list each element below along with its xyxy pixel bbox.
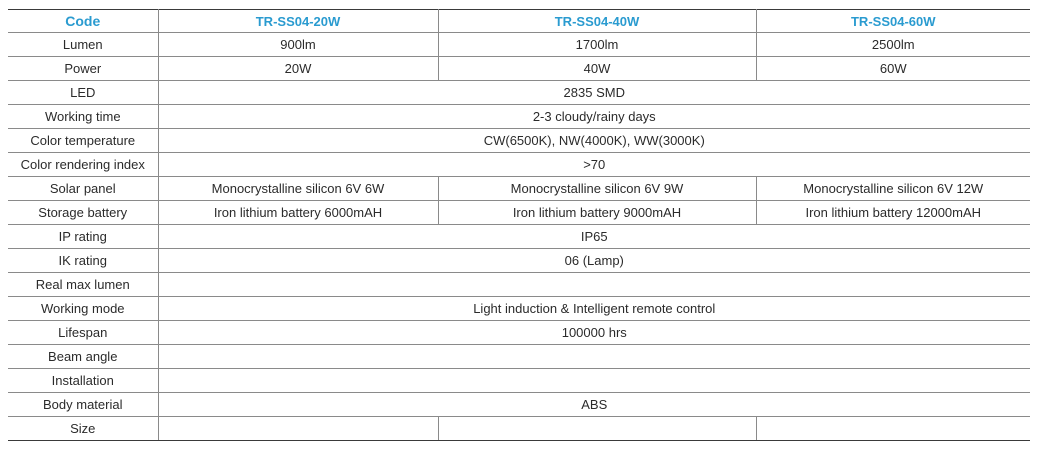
row-label: Color rendering index [8,153,158,177]
ip-rating-value: IP65 [158,225,1030,249]
model-header-40w: TR-SS04-40W [438,10,756,33]
lifespan-value: 100000 hrs [158,321,1030,345]
lumen-20w: 900lm [158,33,438,57]
power-40w: 40W [438,57,756,81]
row-label: LED [8,81,158,105]
table-row [8,393,1030,417]
code-header: Code [8,10,158,33]
table-row [8,345,1030,369]
row-label: Solar panel [8,177,158,201]
row-label: Body material [8,393,158,417]
table-row [8,417,1030,441]
table-row [8,105,1030,129]
solar-panel-40w: Monocrystalline silicon 6V 9W [438,177,756,201]
table-row [8,249,1030,273]
row-label: Beam angle [8,345,158,369]
solar-panel-20w: Monocrystalline silicon 6V 6W [158,177,438,201]
spec-table [8,9,1030,441]
size-60w [756,417,1030,441]
storage-battery-20w: Iron lithium battery 6000mAH [158,201,438,225]
table-row [8,201,1030,225]
storage-battery-60w: Iron lithium battery 12000mAH [756,201,1030,225]
lumen-40w: 1700lm [438,33,756,57]
size-40w [438,417,756,441]
table-row [8,33,1030,57]
row-label: IP rating [8,225,158,249]
model-header-60w: TR-SS04-60W [756,10,1030,33]
row-label: Installation [8,369,158,393]
row-label: Lumen [8,33,158,57]
storage-battery-40w: Iron lithium battery 9000mAH [438,201,756,225]
table-row [8,81,1030,105]
table-row [8,177,1030,201]
row-label: Working time [8,105,158,129]
table-row [8,321,1030,345]
real-max-lumen-value [158,273,1030,297]
row-label: Size [8,417,158,441]
body-material-value: ABS [158,393,1030,417]
table-row [8,273,1030,297]
row-label: Lifespan [8,321,158,345]
row-label: Real max lumen [8,273,158,297]
size-20w [158,417,438,441]
working-time-value: 2-3 cloudy/rainy days [158,105,1030,129]
table-row [8,129,1030,153]
lumen-60w: 2500lm [756,33,1030,57]
beam-angle-value [158,345,1030,369]
header-row [8,10,1030,33]
row-label: Power [8,57,158,81]
working-mode-value: Light induction & Intelligent remote control [158,297,1030,321]
row-label: IK rating [8,249,158,273]
row-label: Color temperature [8,129,158,153]
table-row [8,225,1030,249]
led-value: 2835 SMD [158,81,1030,105]
table-row [8,369,1030,393]
color-temperature-value: CW(6500K), NW(4000K), WW(3000K) [158,129,1030,153]
row-label: Working mode [8,297,158,321]
color-rendering-index-value: >70 [158,153,1030,177]
ik-rating-value: 06 (Lamp) [158,249,1030,273]
power-20w: 20W [158,57,438,81]
row-label: Storage battery [8,201,158,225]
power-60w: 60W [756,57,1030,81]
solar-panel-60w: Monocrystalline silicon 6V 12W [756,177,1030,201]
installation-value [158,369,1030,393]
model-header-20w: TR-SS04-20W [158,10,438,33]
table-row [8,297,1030,321]
table-row [8,153,1030,177]
table-row [8,57,1030,81]
